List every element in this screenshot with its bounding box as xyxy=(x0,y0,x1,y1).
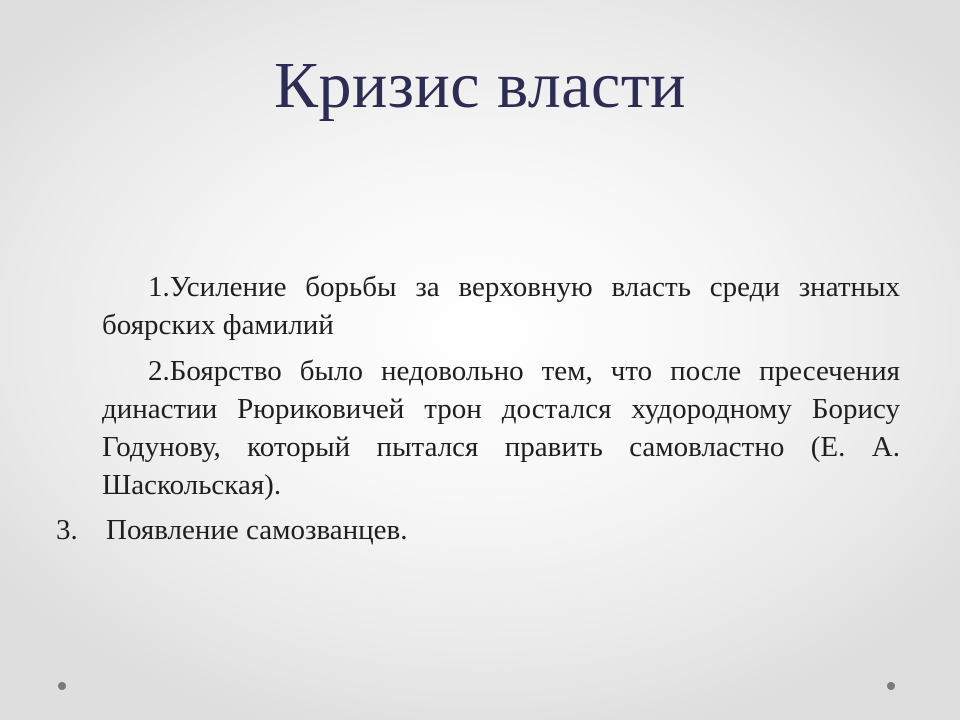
slide-body xyxy=(102,268,900,512)
list-item-number: 3. xyxy=(56,514,78,546)
slide-title: Кризис власти xyxy=(273,49,686,122)
decorative-dot-right xyxy=(887,682,895,690)
paragraph-1: 1.Усиление борьбы за верховную власть среди знатных боярских фамилий xyxy=(102,271,900,341)
list-item-3 xyxy=(56,511,896,549)
paragraph-2: 2.Боярство было недовольно тем, что после пресечения династии Рюриковичей трон достался худородному Борису Годунову, который пытался править самовластно (Е. А. Шаскольская). xyxy=(102,355,900,501)
decorative-dot-left xyxy=(58,682,66,690)
list-item-text: Появление самозванцев. xyxy=(106,514,408,546)
